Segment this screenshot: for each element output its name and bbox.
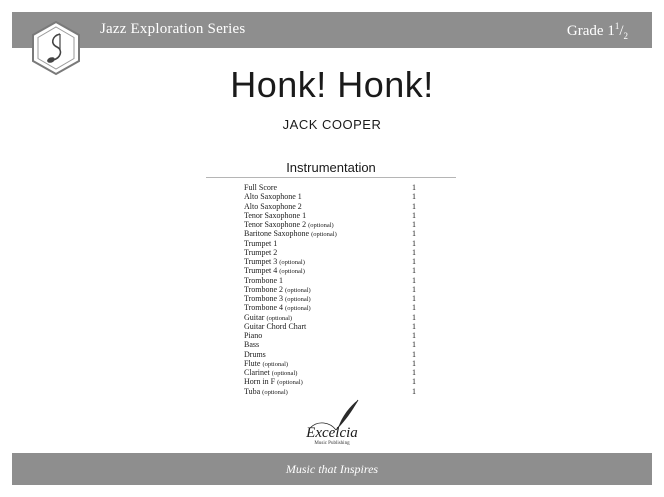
instrument-name: Piano	[244, 331, 263, 340]
instrument-row	[244, 248, 420, 257]
instrument-row	[244, 322, 420, 331]
instrument-note: (optional)	[277, 379, 303, 387]
instrumentation-heading: Instrumentation	[286, 160, 376, 175]
instrument-name: Full Score	[244, 183, 278, 192]
instrument-quantity: 1	[412, 238, 416, 248]
instrument-note: (optional)	[271, 370, 298, 377]
grade-label: Grade $1^1/_2$	[566, 21, 628, 41]
instrument-row	[244, 202, 420, 211]
instrument-row	[244, 350, 420, 359]
instrument-note: (optional)	[266, 314, 293, 322]
footer-bar	[12, 453, 652, 485]
instrument-row	[244, 340, 420, 349]
instrument-quantity: 1	[412, 294, 416, 303]
instrument-quantity: 1	[412, 183, 416, 192]
instrument-row	[244, 229, 420, 238]
instrument-row	[244, 313, 420, 322]
instrument-name: Tenor Saxophone 2	[244, 220, 307, 229]
series-name: Jazz Exploration Series	[100, 21, 246, 37]
instrument-row	[244, 377, 420, 386]
instrument-quantity: 1	[412, 377, 416, 387]
instrument-note: (optional)	[285, 296, 311, 303]
instrument-quantity: 1	[412, 284, 416, 294]
instrument-quantity: 1	[412, 220, 416, 229]
instrument-quantity: 1	[412, 321, 416, 331]
publisher-subtitle: Music Publishing	[314, 441, 350, 446]
instrument-name: Horn in F	[244, 377, 276, 387]
instrument-name: Alto Saxophone 1	[244, 192, 302, 202]
composer-name: JACK COOPER	[282, 117, 382, 132]
instrument-quantity: 1	[412, 275, 416, 285]
instrument-name: Flute	[244, 358, 261, 368]
instrument-quantity: 1	[412, 247, 416, 257]
instrumentation-list	[244, 183, 420, 396]
instrument-row	[244, 257, 420, 266]
instrument-quantity: 1	[412, 229, 416, 239]
series-header-bar	[12, 12, 652, 48]
instrumentation-divider	[206, 177, 456, 178]
publisher-name: Excelcia	[306, 425, 358, 441]
instrument-note: (optional)	[279, 259, 305, 266]
instrument-name: Trombone 3	[244, 294, 284, 303]
instrument-row	[244, 266, 420, 275]
footer-tagline: Music that Inspires	[285, 462, 379, 476]
instrument-name: Drums	[244, 349, 266, 359]
instrument-name: Bass	[244, 340, 260, 350]
instrument-quantity: 1	[412, 266, 416, 276]
instrument-name: Clarinet	[244, 368, 270, 377]
instrument-name: Guitar	[244, 312, 265, 322]
instrument-name: Baritone Saxophone	[244, 229, 310, 239]
piece-title: Honk! Honk!	[230, 64, 434, 105]
instrument-name: Trumpet 1	[244, 238, 278, 248]
instrument-quantity: 1	[412, 349, 416, 359]
instrument-row	[244, 387, 420, 396]
instrument-quantity: 1	[412, 257, 416, 266]
instrument-row	[244, 220, 420, 229]
instrument-name: Trumpet 3	[244, 257, 278, 266]
instrument-quantity: 1	[412, 192, 416, 202]
instrument-row	[244, 211, 420, 220]
instrument-quantity: 1	[412, 358, 416, 368]
grade-fraction-den: 2	[623, 31, 628, 41]
instrument-row	[244, 192, 420, 201]
instrument-row	[244, 239, 420, 248]
instrument-row	[244, 183, 420, 192]
instrument-name: Trumpet 2	[244, 247, 278, 257]
instrument-row	[244, 276, 420, 285]
instrument-row	[244, 359, 420, 368]
instrument-row	[244, 285, 420, 294]
instrument-name: Trombone 2	[244, 284, 284, 294]
instrument-row	[244, 331, 420, 340]
instrument-quantity: 1	[412, 201, 416, 211]
instrument-note: (optional)	[308, 222, 334, 229]
instrument-name: Tenor Saxophone 1	[244, 210, 307, 220]
instrument-quantity: 1	[412, 331, 416, 340]
instrument-name: Tuba	[244, 386, 261, 396]
instrument-quantity: 1	[412, 210, 416, 220]
instrument-note: (optional)	[311, 231, 337, 239]
instrument-name: Trumpet 4	[244, 266, 278, 276]
instrument-note: (optional)	[285, 286, 311, 294]
instrument-note: (optional)	[279, 268, 305, 276]
instrument-note: (optional)	[262, 360, 289, 368]
instrument-quantity: 1	[412, 340, 416, 350]
instrument-row	[244, 294, 420, 303]
instrument-note: (optional)	[262, 388, 288, 396]
grade-number: Grade 1	[566, 23, 615, 39]
instrument-name: Alto Saxophone 2	[244, 201, 302, 211]
instrument-quantity: 1	[412, 386, 416, 396]
instrument-note: (optional)	[285, 305, 311, 313]
instrument-quantity: 1	[412, 303, 416, 313]
instrument-quantity: 1	[412, 368, 416, 377]
instrument-name: Trombone 1	[244, 275, 284, 285]
grade-fraction-num: 1	[614, 21, 620, 31]
instrument-row	[244, 368, 420, 377]
instrument-name: Trombone 4	[244, 303, 284, 313]
instrument-row	[244, 303, 420, 312]
instrument-name: Guitar Chord Chart	[244, 321, 307, 331]
instrument-quantity: 1	[412, 312, 416, 322]
